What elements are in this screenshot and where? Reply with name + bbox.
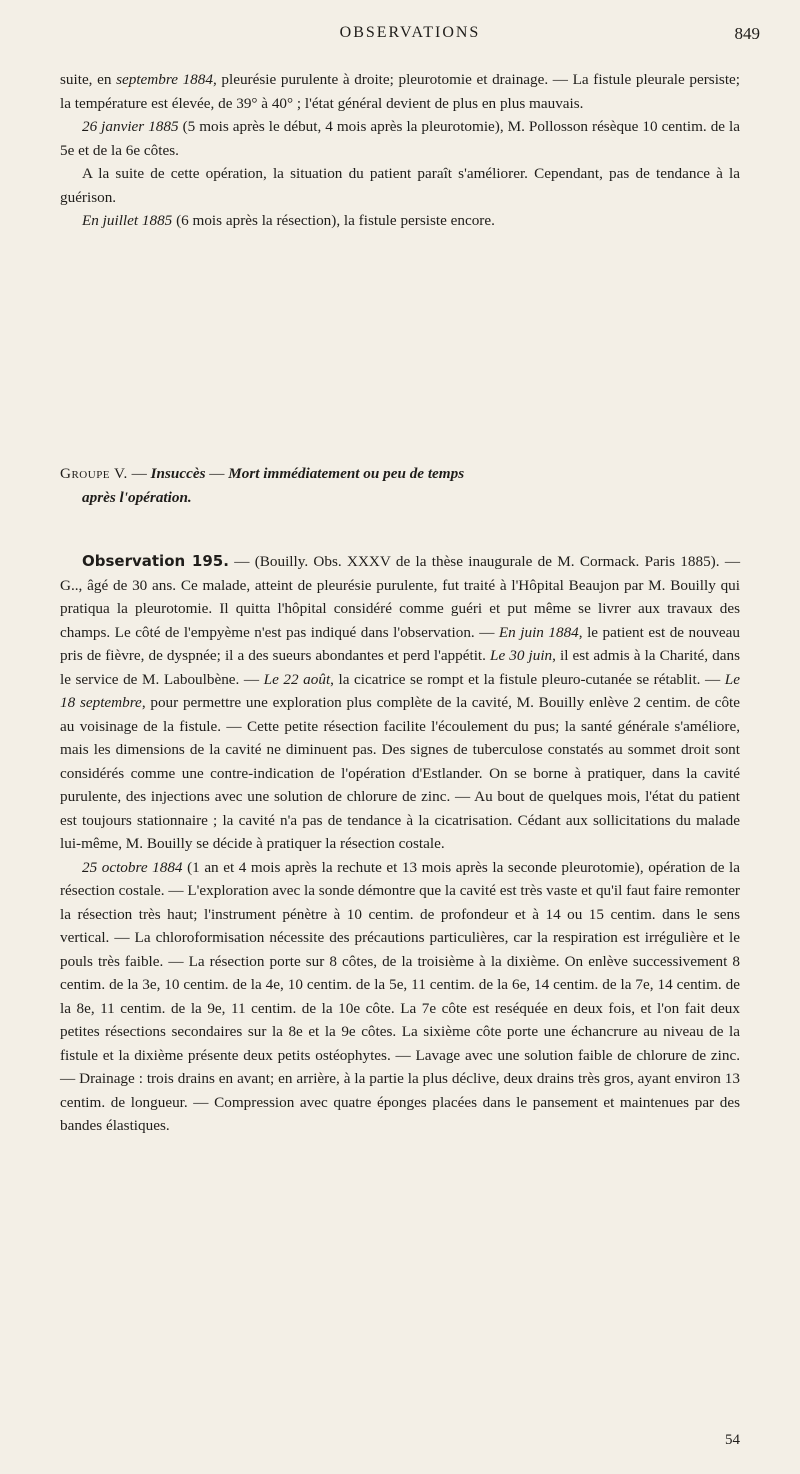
group-title: Mort immédiatement ou peu de temps <box>228 465 465 482</box>
paragraph-2: 26 janvier 1885 (5 mois après le début, 4 mois après la pleurotomie), M. Pollosson résèque 10 centim. de la 5e et de la 6e côtes. <box>60 118 740 159</box>
top-paragraph <box>60 68 740 233</box>
observation-paragraph-1: Observation 195. — (Bouilly. Obs. XXXV de la thèse inaugurale de M. Cormack. Paris 1885). — G.., âgé de 30 ans. Ce malade, atteint de pleurésie purulente, fut traité à l'Hôpital Beaujon par M. Bouilly qui pratiqua la pleurotomie. Il quitta l'hôpital considéré comme guéri et put même se livrer aux travaux des champs. Le côté de l'empyème n'est pas indiqué dans l'observation. — En juin 1884, le patient est de nouveau pris de fièvre, de dyspnée; il a des sueurs abondantes et perd l'appétit. Le 30 juin, il est admis à la Charité, dans le service de M. Laboulbène. — Le 22 août, la cicatrice se rompt et la fistule pleuro-cutanée se rétablit. — Le 18 septembre, pour permettre une exploration plus complète de la cavité, M. Bouilly enlève 2 centim. de côte au voisinage de la fistule. — Cette petite résection facilite l'écoulement du pus; la santé générale s'améliore, mais les dimensions de la cavité ne diminuent pas. Des signes de tuberculose constatés au sommet droit sont considérés comme une contre-indication de l'opération d'Estlander. On se borne à pratiquer, dans la cavité purulente, des injections avec une solution de chlorure de zinc. — Au bout de quelques mois, l'état du patient est toujours stationnaire ; la cavité n'a pas de tendance à la cicatrisation. Cédant aux sollicitations du malade lui-même, M. Bouilly se décide à pratiquer la résection costale. <box>60 552 741 852</box>
paragraph-4: En juillet 1885 (6 mois après la résection), la fistule persiste encore. <box>82 212 495 229</box>
date-italic: En juillet 1885 <box>82 212 173 229</box>
running-head <box>60 20 760 50</box>
paragraph-1: suite, en septembre 1884, pleurésie purulente à droite; pleurotomie et drainage. — La fistule pleurale persiste; la température est élevée, de 39° à 40° ; l'état général devient de plus en plus mauvais. <box>60 71 741 112</box>
group-label: Groupe V. <box>60 465 128 482</box>
date-italic: septembre 1884 <box>116 71 213 88</box>
group-insucces: Insuccès <box>150 465 206 482</box>
observation-195 <box>60 550 740 1138</box>
page-number: 849 <box>734 24 760 43</box>
group-title-cont: après l'opération. <box>82 489 192 506</box>
date-italic: 26 janvier 1885 <box>82 118 179 135</box>
running-title: OBSERVATIONS <box>339 24 481 41</box>
signature-mark: 54 <box>725 1432 740 1448</box>
paragraph-3: A la suite de cette opération, la situation du patient paraît s'améliorer. Cependant, pas de tendance à la guérison. <box>60 165 740 206</box>
observation-title: Observation 195. <box>82 552 229 570</box>
group-heading: Groupe V. — Insuccès — Mort immédiatement ou peu de temps après l'opération. <box>60 465 465 506</box>
observation-paragraph-2: 25 octobre 1884 (1 an et 4 mois après la rechute et 13 mois après la seconde pleurotomie), opération de la résection costale. — L'exploration avec la sonde démontre que la cavité est très vaste et qu'il faut faire remonter la résection très haut; l'instrument pénètre à 10 centim. de profondeur et à 14 ou 15 centim. dans le sens vertical. — La chloroformisation nécessite des précautions particulières, car la respiration est irrégulière et le pouls très faible. — La résection porte sur 8 côtes, de la troisième à la dixième. On enlève successivement 8 centim. de la 3e, 10 centim. de la 4e, 10 centim. de la 5e, 11 centim. de la 6e, 14 centim. de la 7e, 14 centim. de la 8e, 11 centim. de la 9e, 11 centim. de la 10e côte. La 7e côte est reséquée en deux fois, et l'on fait deux petites résections secondaires sur la 8e et la 9e côtes. La sixième côte porte une échancrure au niveau de la fistule et la dixième présente deux petits ostéophytes. — Lavage avec une solution faible de chlorure de zinc. — Drainage : trois drains en avant; en arrière, à la partie la plus déclive, deux drains très gros, ayant environ 13 centim. de longueur. — Compression avec quatre éponges placées dans le pansement et maintenues par des bandes élastiques. <box>60 858 740 1134</box>
